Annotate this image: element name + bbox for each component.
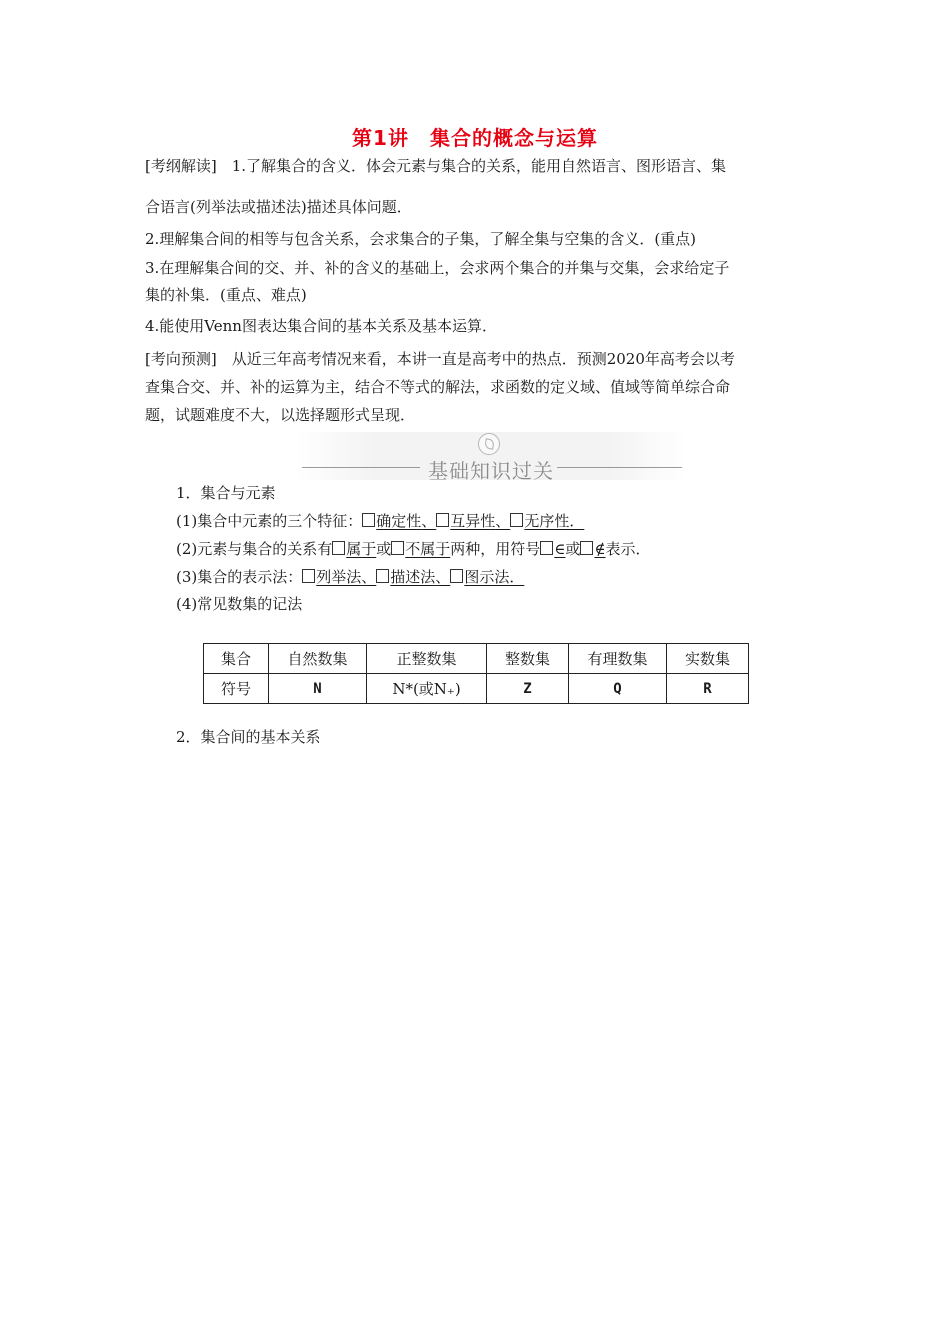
section-banner (296, 432, 686, 483)
section2-heading: 2．集合间的基本关系 (176, 728, 321, 746)
answer-box-icon (540, 541, 553, 555)
answer-box-icon (510, 513, 523, 527)
p2-suffix: 表示． (605, 540, 651, 558)
page-title: 第1讲 集合的概念与运算 (352, 126, 598, 150)
number-sets-table (203, 643, 749, 704)
table-header-cell: 有理数集 (569, 644, 667, 674)
exam-forecast-line1: [考向预测] 从近三年高考情况来看，本讲一直是高考中的热点．预测2020年高考会以考 (145, 350, 735, 368)
p1-answer-b: 互异性 (450, 512, 496, 530)
p1-prefix: (1)集合中元素的三个特征： (176, 512, 363, 530)
table-header-cell: 集合 (204, 644, 269, 674)
section1-p2 (176, 539, 651, 559)
table-row (204, 644, 749, 674)
exam-forecast-line3: 题，试题难度不大，以选择题形式呈现． (145, 406, 416, 424)
p2-mid2: 两种，用符号 (450, 540, 541, 558)
section1-heading: 1．集合与元素 (176, 484, 276, 502)
p2-answer-b: 不属于 (405, 540, 451, 558)
table-cell: 符号 (204, 674, 269, 704)
p2-answer-d-wrap (580, 540, 605, 558)
p3-sep2: 、 (435, 568, 451, 586)
leaf-icon (478, 433, 500, 455)
table-cell: R (667, 674, 749, 704)
exam-forecast-line2: 查集合交、并、补的运算为主，结合不等式的解法，求函数的定义域、值域等简单综合命 (145, 378, 731, 396)
p2-answer-c: ∈ (554, 540, 566, 558)
p3-prefix: (3)集合的表示法： (176, 568, 303, 586)
p1-answers (362, 512, 584, 530)
table-header-cell: 自然数集 (269, 644, 367, 674)
answer-box-icon (362, 513, 375, 527)
banner-title: 基础知识过关 (428, 459, 554, 483)
answer-box-icon (302, 569, 315, 583)
p2-answer-c-wrap (540, 540, 565, 558)
syllabus-item-3-line1: 3.在理解集合间的交、并、补的含义的基础上，会求两个集合的并集与交集，会求给定子 (145, 259, 730, 277)
table-cell: N (269, 674, 367, 704)
answer-box-icon (391, 541, 404, 555)
p3-answer-c: 图示法． (464, 568, 525, 586)
p2-answer-a-wrap (332, 540, 376, 558)
p1-answer-c: 无序性． (524, 512, 585, 530)
p2-answer-d: ∉ (594, 540, 606, 558)
p2-prefix: (2)元素与集合的关系有 (176, 540, 333, 558)
p3-answer-b: 描述法 (390, 568, 436, 586)
banner-rule-right (557, 467, 682, 468)
table-header-cell: 整数集 (487, 644, 569, 674)
syllabus-item-3-line2: 集的补集．(重点、难点) (145, 286, 307, 304)
p3-answers (302, 568, 524, 586)
answer-box-icon (436, 513, 449, 527)
p2-mid: 或 (376, 540, 392, 558)
table-row (204, 674, 749, 704)
answer-box-icon (450, 569, 463, 583)
section1-p4: (4)常见数集的记法 (176, 595, 303, 613)
syllabus-interpretation-line1: [考纲解读] 1.了解集合的含义．体会元素与集合的关系，能用自然语言、图形语言、集 (145, 157, 727, 175)
p1-answer-a: 确定性 (376, 512, 422, 530)
section1-p1 (176, 511, 584, 531)
answer-box-icon (376, 569, 389, 583)
table-cell: Q (569, 674, 667, 704)
p1-sep1: 、 (421, 512, 437, 530)
section1-p3 (176, 567, 524, 587)
answer-box-icon (332, 541, 345, 555)
syllabus-item-4: 4.能使用Venn图表达集合间的基本关系及基本运算． (145, 317, 497, 335)
answer-box-icon (580, 541, 593, 555)
table-cell: Z (487, 674, 569, 704)
p3-sep1: 、 (361, 568, 377, 586)
table-cell: N*(或N₊) (367, 674, 487, 704)
p2-answer-b-wrap (391, 540, 450, 558)
syllabus-interpretation-line2: 合语言(列举法或描述法)描述具体问题． (145, 198, 412, 216)
p1-sep2: 、 (495, 512, 511, 530)
table-header-cell: 正整数集 (367, 644, 487, 674)
p3-answer-a: 列举法 (316, 568, 362, 586)
p2-mid3: 或 (565, 540, 581, 558)
table-header-cell: 实数集 (667, 644, 749, 674)
p2-answer-a: 属于 (346, 540, 377, 558)
syllabus-item-2: 2.理解集合间的相等与包含关系，会求集合的子集，了解全集与空集的含义．(重点) (145, 230, 697, 248)
